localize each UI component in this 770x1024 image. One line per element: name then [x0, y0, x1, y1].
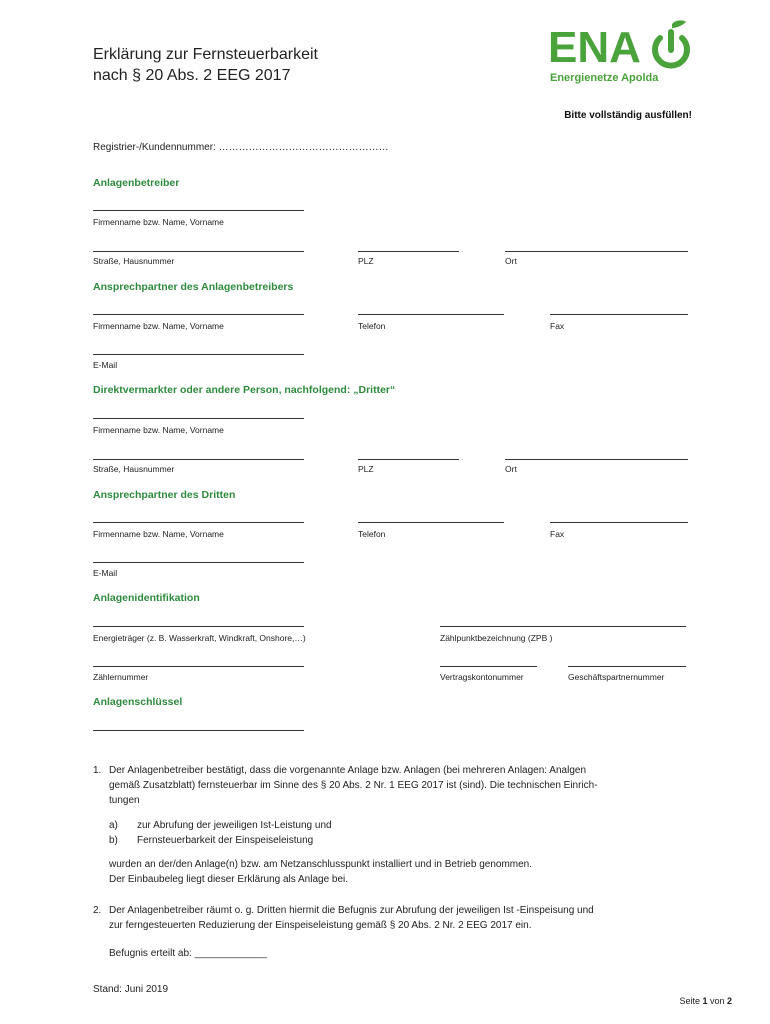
item-1-line-3: tungen	[109, 795, 140, 806]
item-1-text	[109, 763, 699, 808]
page-total: 2	[726, 996, 732, 1006]
item-2-text	[109, 903, 699, 933]
registration-dots: ……………………………………………	[218, 142, 389, 153]
third-plz-caption: PLZ	[358, 464, 374, 474]
operator-contact-name-caption: Firmenname bzw. Name, Vorname	[93, 321, 224, 331]
operator-city-input[interactable]	[505, 251, 688, 252]
meter-point-caption: Zählpunktbezeichnung (ZPB )	[440, 633, 553, 643]
third-contact-fax-input[interactable]	[550, 522, 688, 523]
section-identification: Anlagenidentifikation	[93, 592, 200, 604]
third-contact-email-caption: E-Mail	[93, 568, 118, 578]
item-2-number: 2.	[93, 905, 102, 916]
title-line-1: Erklärung zur Fernsteuerbarkeit	[93, 46, 318, 63]
meter-number-caption: Zählernummer	[93, 672, 149, 682]
contract-account-input[interactable]	[440, 666, 537, 667]
operator-street-input[interactable]	[93, 251, 304, 252]
section-operator-contact: Ansprechpartner des Anlagenbetreibers	[93, 281, 294, 293]
page-mid: von	[707, 996, 727, 1006]
operator-contact-fax-caption: Fax	[550, 321, 565, 331]
contract-account-caption: Vertragskontonummer	[440, 672, 524, 682]
third-city-caption: Ort	[505, 464, 517, 474]
energy-source-input[interactable]	[93, 626, 304, 627]
third-name-caption: Firmenname bzw. Name, Vorname	[93, 425, 224, 435]
third-contact-name-caption: Firmenname bzw. Name, Vorname	[93, 529, 224, 539]
item-2-line-1: Der Anlagenbetreiber räumt o. g. Dritten hiermit die Befugnis zur Abrufung der jeweiligen Ist -Einspeisung und	[109, 905, 594, 916]
operator-contact-fax-input[interactable]	[550, 314, 688, 315]
authority-date-field[interactable]: Befugnis erteilt ab: _____________	[109, 948, 267, 959]
operator-contact-name-input[interactable]	[93, 314, 304, 315]
section-third-party: Direktvermarkter oder andere Person, nachfolgend: „Dritter“	[93, 384, 396, 396]
installed-text	[109, 857, 699, 887]
third-contact-fax-caption: Fax	[550, 529, 565, 539]
third-name-input[interactable]	[93, 418, 304, 419]
registration-label: Registrier-/Kundennummer:	[93, 142, 216, 153]
sub-a-letter: a)	[109, 820, 118, 831]
page-current: 1	[702, 996, 708, 1006]
operator-contact-phone-caption: Telefon	[358, 321, 386, 331]
meter-point-input[interactable]	[440, 626, 686, 627]
operator-plz-caption: PLZ	[358, 256, 374, 266]
section-key: Anlagenschlüssel	[93, 696, 183, 708]
operator-plz-input[interactable]	[358, 251, 459, 252]
operator-street-caption: Straße, Hausnummer	[93, 256, 175, 266]
logo-text: ENA	[548, 23, 641, 72]
logo-subtitle: Energienetze Apolda	[550, 72, 659, 84]
third-contact-phone-input[interactable]	[358, 522, 504, 523]
sub-b-text: Fernsteuerbarkeit der Einspeiseleistung	[137, 835, 314, 846]
third-street-input[interactable]	[93, 459, 304, 460]
item-1-line-2: gemäß Zusatzblatt) fernsteuerbar im Sinne des § 20 Abs. 2 Nr. 1 EEG 2017 ist (sind). Die technischen Einrich-	[109, 780, 598, 791]
operator-name-caption: Firmenname bzw. Name, Vorname	[93, 217, 224, 227]
third-contact-name-input[interactable]	[93, 522, 304, 523]
third-street-caption: Straße, Hausnummer	[93, 464, 175, 474]
installed-line-2: Der Einbaubeleg liegt dieser Erklärung als Anlage bei.	[109, 874, 349, 885]
item-1-line-1: Der Anlagenbetreiber bestätigt, dass die vorgenannte Anlage bzw. Anlagen (bei mehreren Anlagen: Analgen	[109, 765, 587, 776]
title-line-2: nach § 20 Abs. 2 EEG 2017	[93, 67, 291, 84]
operator-contact-email-caption: E-Mail	[93, 360, 118, 370]
business-partner-caption: Geschäftspartnernummer	[568, 672, 665, 682]
meter-number-input[interactable]	[93, 666, 304, 667]
registration-number-field	[93, 142, 389, 153]
operator-city-caption: Ort	[505, 256, 517, 266]
section-operator: Anlagenbetreiber	[93, 177, 180, 189]
page-prefix: Seite	[679, 996, 703, 1006]
operator-contact-phone-input[interactable]	[358, 314, 504, 315]
ena-logo	[548, 20, 698, 92]
sub-a-text: zur Abrufung der jeweiligen Ist-Leistung und	[137, 820, 332, 831]
energy-source-caption: Energieträger (z. B. Wasserkraft, Windkraft, Onshore,…)	[93, 633, 306, 643]
page-number	[679, 996, 732, 1006]
power-apple-icon	[648, 20, 694, 70]
third-city-input[interactable]	[505, 459, 688, 460]
document-title	[93, 44, 318, 86]
document-version: Stand: Juni 2019	[93, 984, 169, 995]
item-2-line-2: zur ferngesteuerten Reduzierung der Einspeiseleistung gemäß § 20 Abs. 2 Nr. 2 EEG 2017 ein.	[109, 920, 532, 931]
fill-completely-notice: Bitte vollständig ausfüllen!	[564, 110, 692, 121]
third-contact-email-input[interactable]	[93, 562, 304, 563]
business-partner-input[interactable]	[568, 666, 686, 667]
operator-name-input[interactable]	[93, 210, 304, 211]
plant-key-input[interactable]	[93, 730, 304, 731]
section-third-contact: Ansprechpartner des Dritten	[93, 489, 236, 501]
installed-line-1: wurden an der/den Anlage(n) bzw. am Netzanschlusspunkt installiert und in Betrieb genommen.	[109, 859, 533, 870]
third-contact-phone-caption: Telefon	[358, 529, 386, 539]
sub-b-letter: b)	[109, 835, 118, 846]
operator-contact-email-input[interactable]	[93, 354, 304, 355]
third-plz-input[interactable]	[358, 459, 459, 460]
item-1-number: 1.	[93, 765, 102, 776]
